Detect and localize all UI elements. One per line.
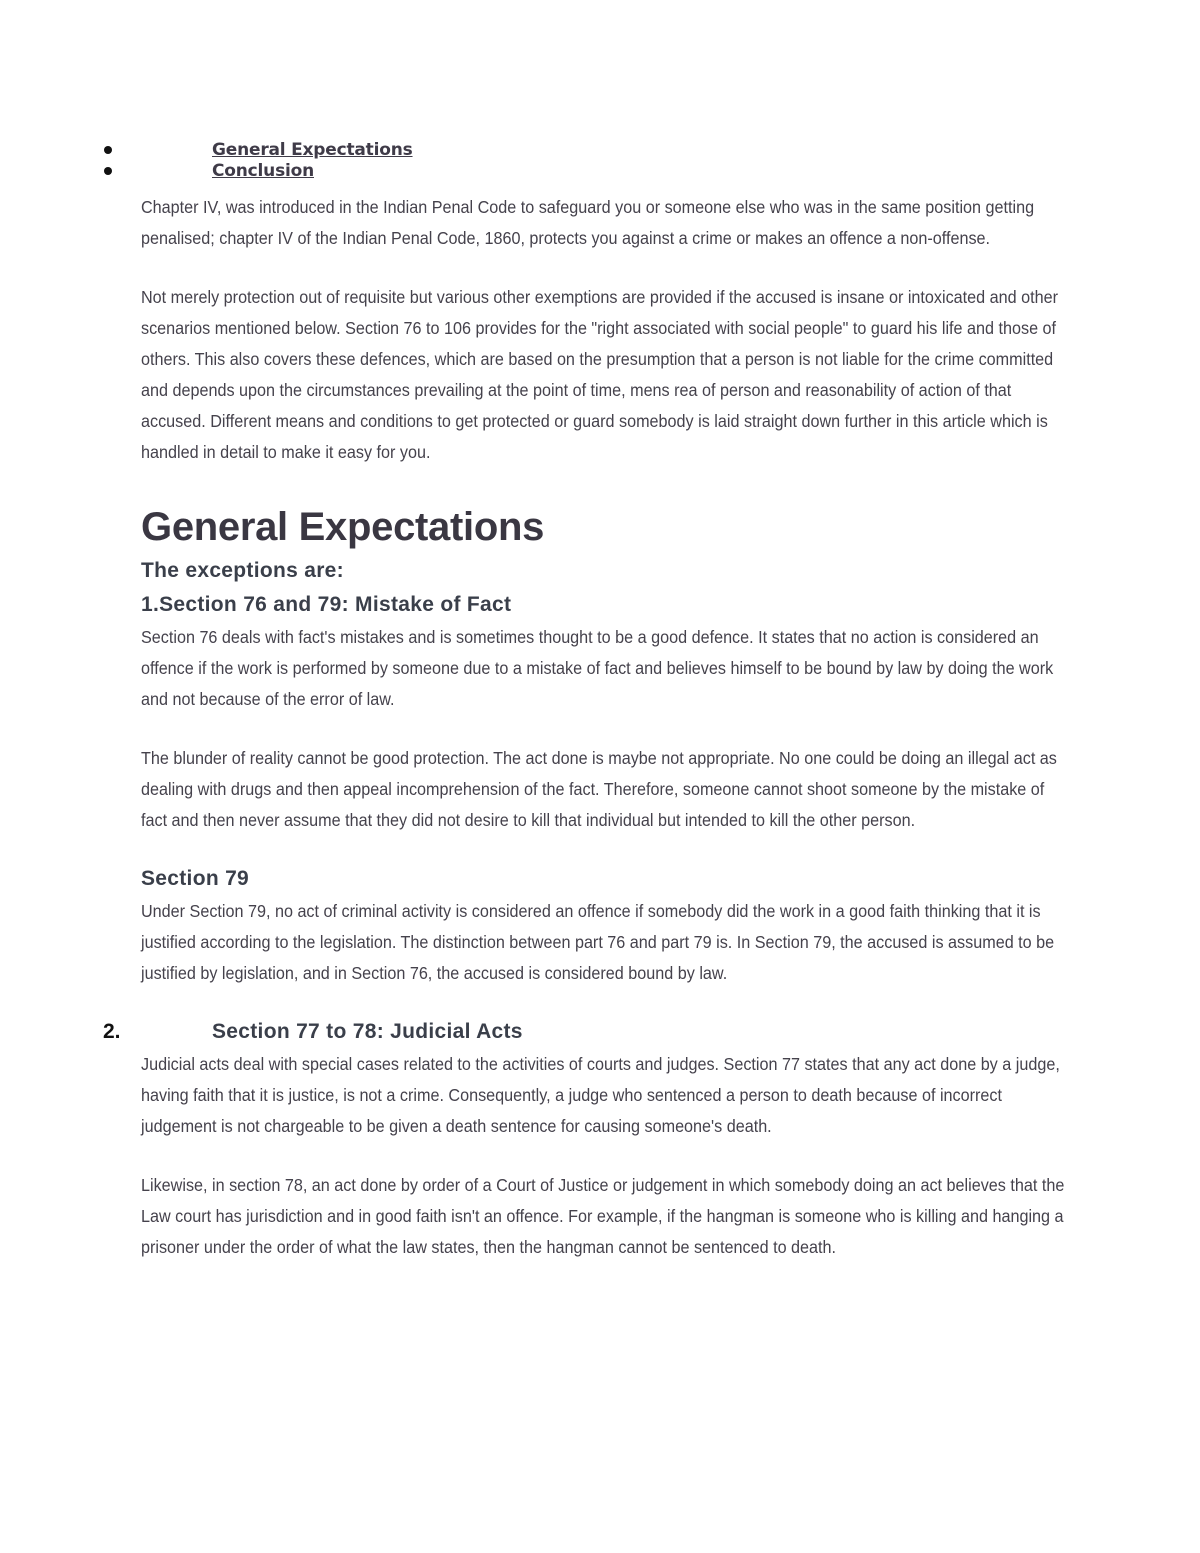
numbered-heading <box>103 1015 1066 1049</box>
subsection-title-mistake-of-fact: 1.Section 76 and 79: Mistake of Fact <box>141 593 512 616</box>
toc-item <box>0 140 1200 161</box>
toc-link-conclusion[interactable]: Conclusion <box>212 161 314 181</box>
section-79-paragraph: Under Section 79, no act of criminal activity is considered an offence if somebody did the work in a good faith thinking that it is justified according to the legislation. The distinction between part 76 and part 79 is. In Section 79, the accused is assumed to be justified by legislation, and in Section 76, the accused is considered bound by law. <box>141 901 1055 983</box>
section-heading-general-expectations: General Expectations <box>141 505 545 549</box>
judicial-acts-paragraph-1: Judicial acts deal with special cases related to the activities of courts and judges. Section 77 states that any act done by a judge, having faith that it is justice, is not a crime. Consequently, a judge who sentenced a person to death because of incorrect judgement is not chargeable to be given a death sentence for causing someone's death. <box>141 1054 1060 1136</box>
intro-paragraph-2: Not merely protection out of requisite but various other exemptions are provided if the accused is insane or intoxicated and other scenarios mentioned below. Section 76 to 106 provides for the "right associated with social people" to guard his life and those of others. This also covers these defences, which are based on the presumption that a person is not liable for the crime committed and depends upon the circumstances prevailing at the point of time, mens rea of person and reasonability of action of that accused. Different means and conditions to get protected or guard somebody is laid straight down further in this article which is handled in detail to make it easy for you. <box>141 287 1059 462</box>
mistake-of-fact-paragraph-1: Section 76 deals with fact's mistakes and is sometimes thought to be a good defence. It states that no action is considered an offence if the work is performed by someone due to a mistake of fact and believes himself to be bound by law by doing the work and not because of the error of law. <box>141 627 1054 709</box>
bullet-icon <box>104 167 112 175</box>
toc-link-general-expectations[interactable]: General Expectations <box>212 140 413 160</box>
intro-paragraph-1: Chapter IV, was introduced in the Indian Penal Code to safeguard you or someone else who was in the same position getting penalised; chapter IV of the Indian Penal Code, 1860, protects you against a crime or makes an offence a non-offense. <box>141 197 1035 248</box>
exceptions-label: The exceptions are: <box>141 559 344 582</box>
article-content <box>103 192 1066 1263</box>
table-of-contents <box>0 140 1200 182</box>
subsection-title-section-79: Section 79 <box>141 867 250 890</box>
mistake-of-fact-paragraph-2: The blunder of reality cannot be good protection. The act done is maybe not appropriate. No one could be doing an illegal act as dealing with drugs and then appeal incomprehension of the fact. Therefore, someone cannot shoot someone by the mistake of fact and then never assume that they did not desire to kill that individual but intended to kill the other person. <box>141 748 1057 830</box>
list-number: 2. <box>103 1020 121 1043</box>
bullet-icon <box>104 146 112 154</box>
subsection-title-judicial-acts: Section 77 to 78: Judicial Acts <box>212 1020 523 1043</box>
toc-item <box>0 161 1200 182</box>
judicial-acts-paragraph-2: Likewise, in section 78, an act done by order of a Court of Justice or judgement in which somebody doing an act believes that the Law court has jurisdiction and in good faith isn't an offence. For example, if the hangman is someone who is killing and hanging a prisoner under the order of what the law states, then the hangman cannot be sentenced to death. <box>141 1175 1065 1257</box>
